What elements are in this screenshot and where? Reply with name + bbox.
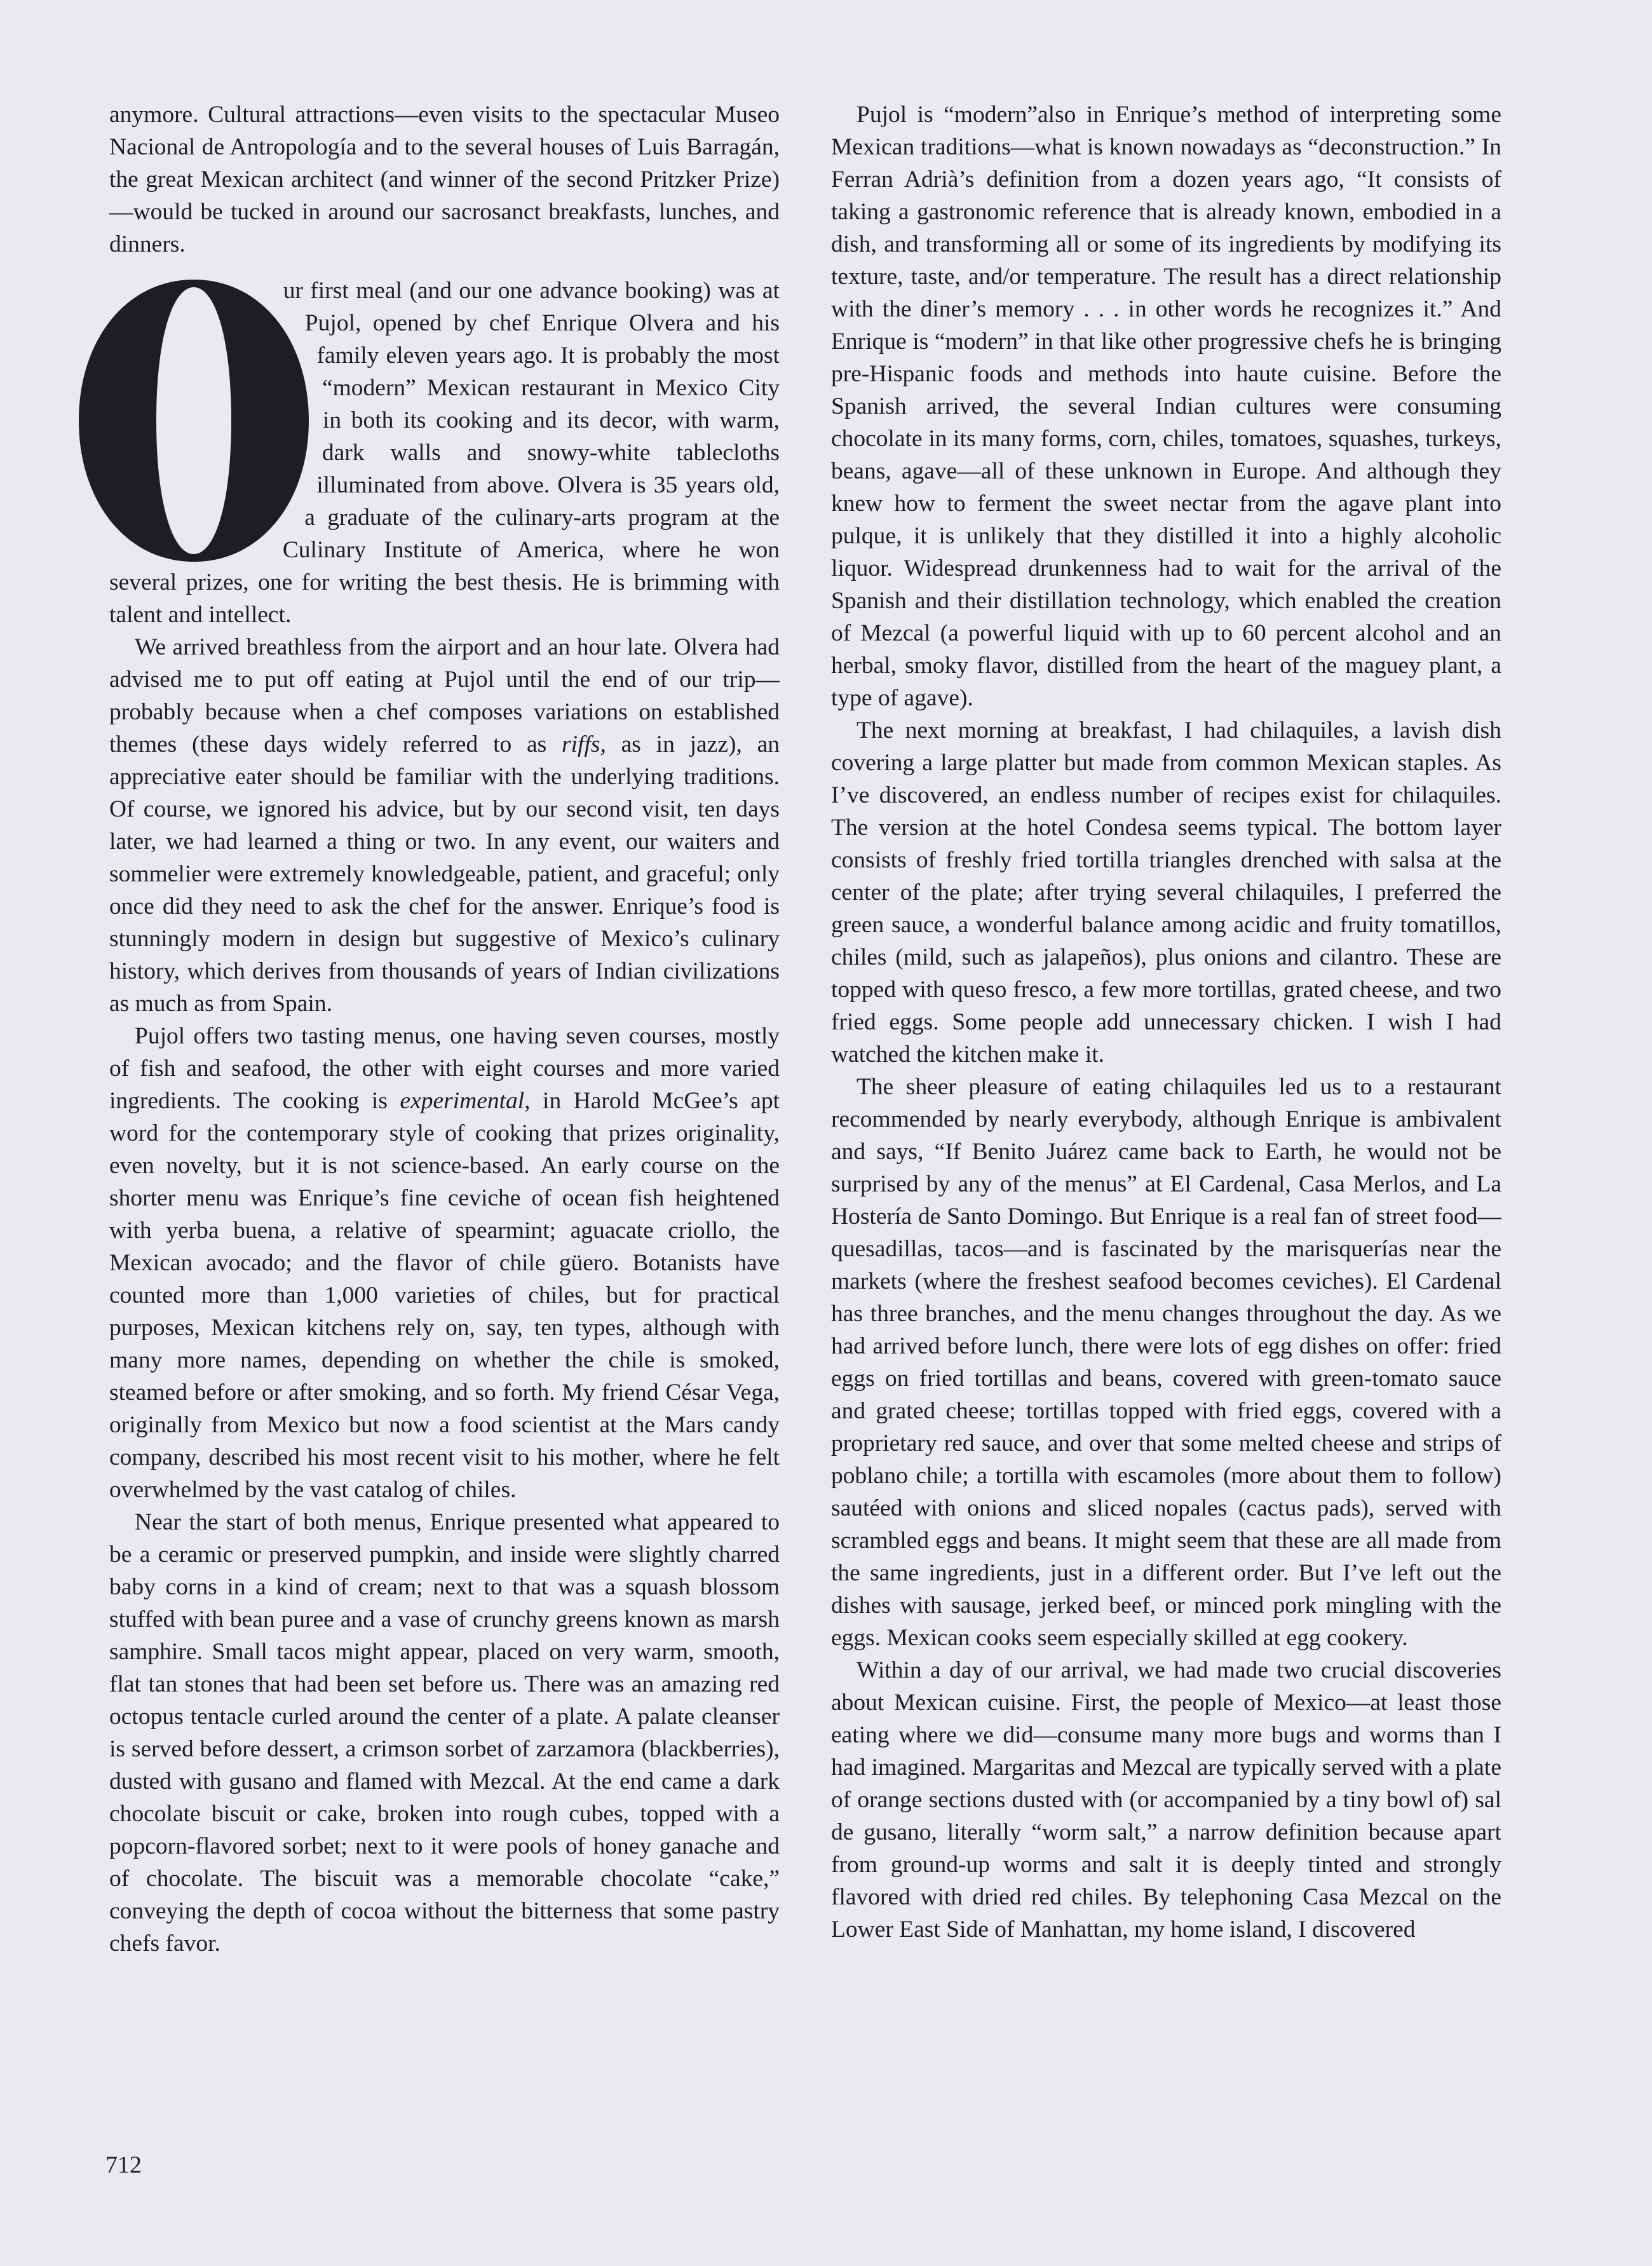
- paragraph: anymore. Cultural attractions—even visits to the spectacular Museo Nacional de Antropología and to the several houses of Luis Barragán, the great Mexican architect (and winner of the second Pritzker Prize)—would be tucked in around our sacrosanct breakfasts, lunches, and dinners.: [109, 102, 780, 257]
- italic-term: experimental,: [400, 1088, 531, 1114]
- paragraph: The sheer pleasure of eating chilaquiles led us to a restaurant recommended by nearly everybody, although Enrique is ambivalent and says, “If Benito Juárez came back to Earth, he would not be surprised by any of the menus” at El Cardenal, Casa Merlos, and La Hostería de Santo Domingo. But Enrique is a real fan of street food—quesadillas, tacos—and is fascinated by the marisquerías near the markets (where the freshest seafood becomes ceviches). El Cardenal has three branches, and the menu changes throughout the day. As we had arrived before lunch, there were lots of egg dishes on offer: fried eggs on fried tortillas and beans, covered with green-tomato sauce and grated cheese; tortillas topped with fried eggs, covered with a proprietary red sauce, and over that some melted cheese and strips of poblano chile; a tortilla with escamoles (more about them to follow) sautéed with onions and sliced nopales (cactus pads), served with scrambled eggs and beans. It might seem that these are all made from the same ingredients, just in a different order. But I’ve left out the dishes with sausage, jerked beef, or minced pork mingling with the eggs. Mexican cooks seem especially skilled at egg cookery.: [831, 1074, 1501, 1651]
- text-run: We arrived breathless from the airport and an hour late. Olvera had advised me to put off eating at Pujol until the end of our trip—probably because when a chef composes variations on established themes (these days widely referred to as: [109, 634, 780, 757]
- text-run: in Harold McGee’s apt word for the contemporary style of cooking that prizes originality, even novelty, but it is not science-based. An early course on the shorter menu was Enrique’s fine ceviche of ocean fish heightened with yerba buena, a relative of spearmint; aguacate criollo, the Mexican avocado; and the flavor of chile güero. Botanists have counted more than 1,000 varieties of chiles, but for practical purposes, Mexican kitchens rely on, say, ten types, although with many more names, depending on whether the chile is smoked, steamed before or after smoking, and so forth. My friend César Vega, originally from Mexico but now a food scientist at the Mars candy company, described his most recent visit to his mother, where he felt overwhelmed by the vast catalog of chiles.: [109, 1088, 780, 1503]
- paragraph: Near the start of both menus, Enrique presented what appeared to be a ceramic or preserved pumpkin, and inside were slightly charred baby corns in a kind of cream; next to that was a squash blossom stuffed with bean puree and a vase of crunchy greens known as marsh samphire. Small tacos might appear, placed on very warm, smooth, flat tan stones that had been set before us. There was an amazing red octopus tentacle curled around the center of a plate. A palate cleanser is served before dessert, a crimson sorbet of zarzamora (blackberries), dusted with gusano and flamed with Mezcal. At the end came a dark chocolate biscuit or cake, broken into rough cubes, topped with a popcorn-flavored sorbet; next to it were pools of honey ganache and of chocolate. The biscuit was a memorable chocolate “cake,” conveying the depth of cocoa without the bitterness that some pastry chefs favor.: [109, 1509, 780, 1957]
- page-number: 712: [105, 2152, 142, 2178]
- paragraph: [109, 1020, 780, 1506]
- right-column: [831, 98, 1501, 1946]
- text-run: Pujol offers two tasting menus, one having seven courses, mostly of fish and seafood, the other with eight courses and more varied ingredients. The cooking is: [109, 1023, 780, 1114]
- paragraph-text: ur first meal (and our one advance booking) was at Pujol, opened by chef Enrique Olvera and his family eleven years ago. It is probably the most “modern” Mexican restaurant in Mexico City in both its cooking and its decor, with warm, dark walls and snowy-white tablecloths illuminated from above. Olvera is 35 years old, a graduate of the culinary-arts program at the Culinary Institute of America, where he won several prizes, one for writing the best thesis. He is brimming with talent and intellect.: [109, 278, 780, 628]
- paragraph: Within a day of our arrival, we had made two crucial discoveries about Mexican cuisine. First, the people of Mexico—at least those eating where we did—consume many more bugs and worms than I had imagined. Margaritas and Mezcal are typically served with a plate of orange sections dusted with (or accompanied by a tiny bowl of) sal de gusano, literally “worm salt,” a narrow definition because apart from ground-up worms and salt it is deeply tinted and strongly flavored with dried red chiles. By telephoning Casa Mezcal on the Lower East Side of Manhattan, my home island, I discovered: [831, 1657, 1501, 1943]
- drop-cap-glyph: [74, 276, 314, 566]
- paragraph-with-drop-cap: [109, 275, 780, 631]
- text-run: as in jazz), an appreciative eater should be familiar with the underlying traditions. Of course, we ignored his advice, but by our second visit, ten days later, we had learned a thing or two. In any event, our waiters and sommelier were extremely knowledgeable, patient, and graceful; only once did they need to ask the chef for the answer. Enrique’s food is stunningly modern in design but suggestive of Mexico’s culinary history, which derives from thousands of years of Indian civilizations as much as from Spain.: [109, 731, 780, 1017]
- paragraph: Pujol is “modern”also in Enrique’s method of interpreting some Mexican traditions—what is known nowadays as “deconstruction.” In Ferran Adrià’s definition from a dozen years ago, “It consists of taking a gastronomic reference that is already known, embodied in a dish, and transforming all or some of its ingredients by modifying its texture, taste, and/or temperature. The result has a direct relationship with the diner’s memory . . . in other words he recognizes it.” And Enrique is “modern” in that like other progressive chefs he is bringing pre-Hispanic foods and methods into haute cuisine. Before the Spanish arrived, the several Indian cultures were consuming chocolate in its many forms, corn, chiles, tomatoes, squashes, turkeys, beans, agave—all of these unknown in Europe. And although they knew how to ferment the sweet nectar from the agave plant into pulque, it is unlikely that they distilled it into a highly alcoholic liquor. Widespread drunkenness had to wait for the arrival of the Spanish and their distillation technology, which enabled the creation of Mezcal (a powerful liquid with up to 60 percent alcohol and an herbal, smoky flavor, distilled from the heart of the maguey plant, a type of agave).: [831, 102, 1501, 711]
- italic-term: riffs,: [562, 731, 606, 757]
- paragraph: The next morning at breakfast, I had chilaquiles, a lavish dish covering a large platter but made from common Mexican staples. As I’ve discovered, an endless number of recipes exist for chilaquiles. The version at the hotel Condesa seems typical. The bottom layer consists of freshly fried tortilla triangles drenched with salsa at the center of the plate; after trying several chilaquiles, I preferred the green sauce, a wonderful balance among acidic and fruity tomatillos, chiles (mild, such as jalapeños), plus onions and cilantro. These are topped with queso fresco, a few more tortillas, grated cheese, and two fried eggs. Some people add unnecessary chicken. I wish I had watched the kitchen make it.: [831, 717, 1501, 1068]
- left-column: [109, 98, 780, 1960]
- paragraph: [109, 631, 780, 1020]
- drop-cap-letter: O: [194, 416, 199, 423]
- drop-cap: [74, 276, 314, 566]
